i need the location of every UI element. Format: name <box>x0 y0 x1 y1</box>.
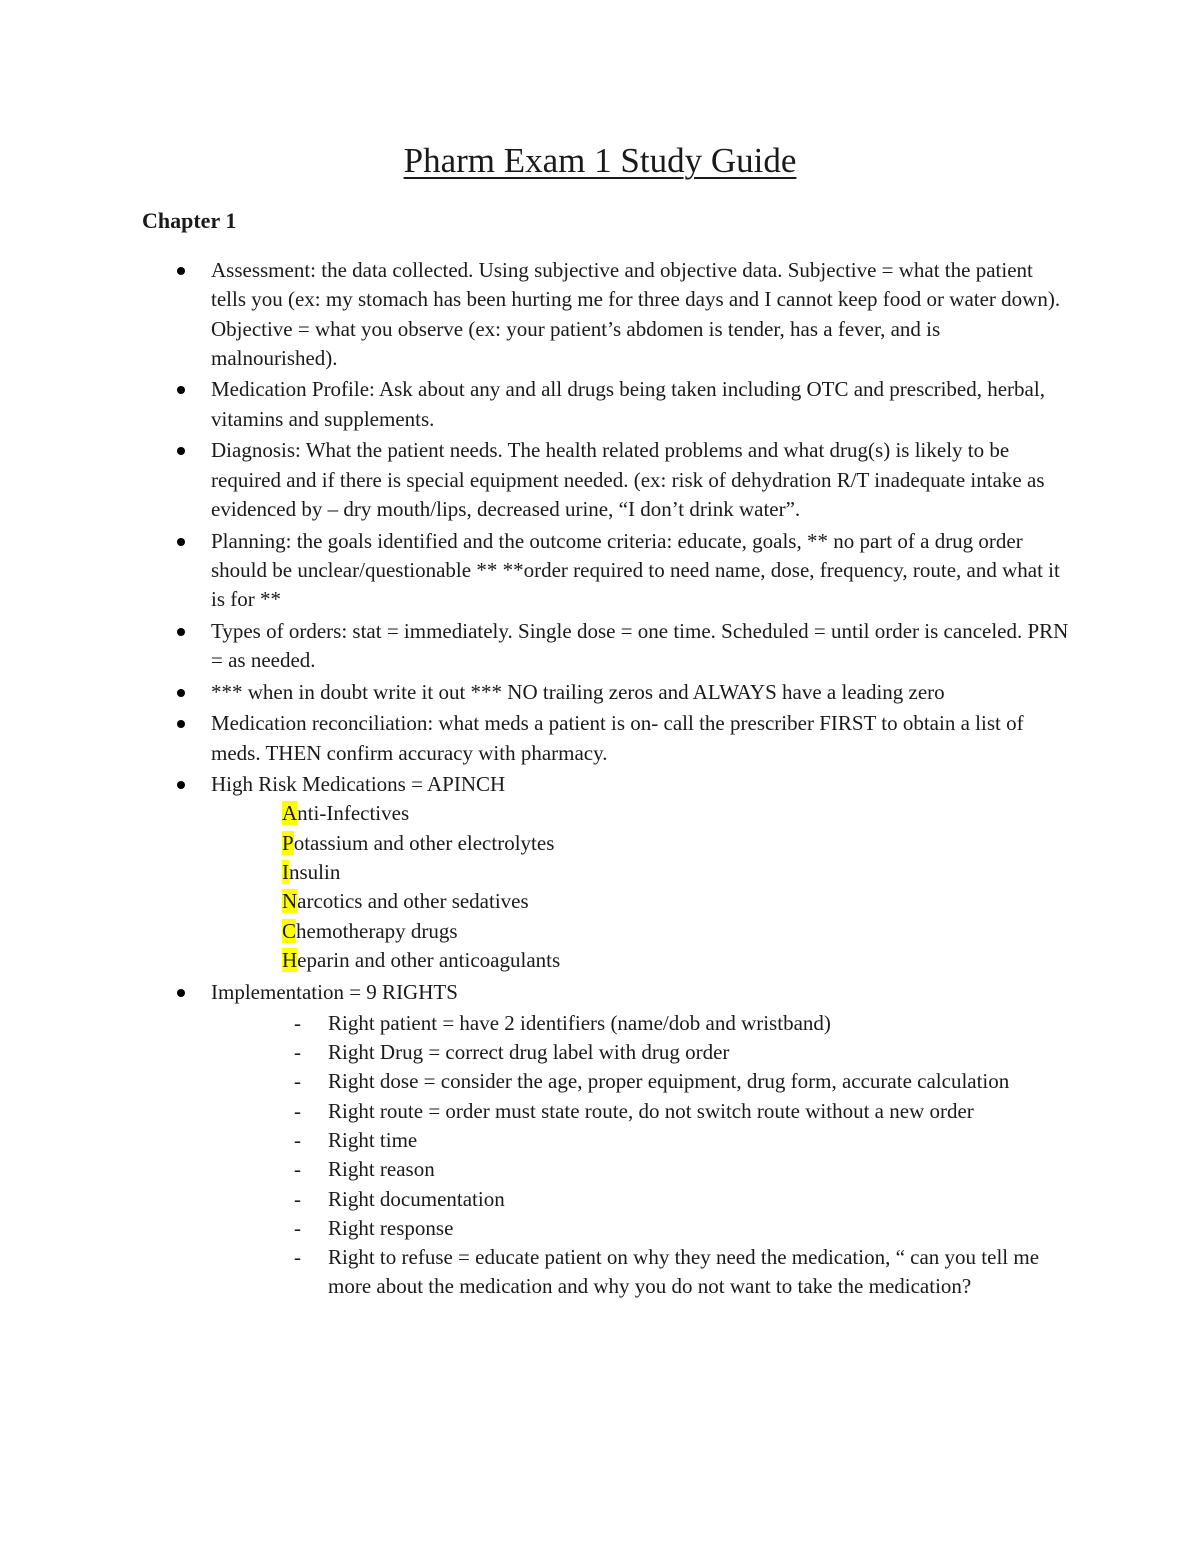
dash-marker: - <box>294 1010 301 1035</box>
dash-marker: - <box>294 1157 301 1182</box>
right-item <box>294 1097 1071 1126</box>
right-text: Right Drug = correct drug label with drug order <box>328 1040 730 1065</box>
dash-marker: - <box>294 1069 301 1094</box>
right-text: Right dose = consider the age, proper equipment, drug form, accurate calculation <box>328 1069 1010 1094</box>
acronym-letter: H <box>282 947 298 972</box>
apinch-item <box>282 799 1071 828</box>
apinch-item <box>282 946 1071 975</box>
dash-marker: - <box>294 1040 301 1065</box>
nine-rights-list <box>294 1009 1071 1302</box>
right-item <box>294 1155 1071 1184</box>
right-text: Right patient = have 2 identifiers (name/dob and wristband) <box>328 1010 831 1035</box>
right-item <box>294 1214 1071 1243</box>
right-text: Right documentation <box>328 1186 505 1211</box>
bullet-implementation <box>211 978 1071 1302</box>
dash-marker: - <box>294 1186 301 1211</box>
acronym-rest: otassium and other electrolytes <box>293 830 555 855</box>
right-item <box>294 1185 1071 1214</box>
right-item <box>294 1067 1071 1096</box>
acronym-letter: I <box>282 860 289 885</box>
bullet-diagnosis: Diagnosis: What the patient needs. The health related problems and what drug(s) is likely to be required and if there is special equipment needed. (ex: risk of dehydration R/T inadequate intake as evidenced by – dry mouth/lips, decreased urine, “I don’t drink water”. <box>211 436 1071 524</box>
bullet-assessment: Assessment: the data collected. Using subjective and objective data. Subjective = what the patient tells you (ex: my stomach has been hurting me for three days and I cannot keep food or water down). Objective = what you observe (ex: your patient’s abdomen is tender, has a fever, and is malnourished). <box>211 256 1071 373</box>
bullet-medication-profile: Medication Profile: Ask about any and all drugs being taken including OTC and prescribed, herbal, vitamins and supplements. <box>211 375 1071 434</box>
apinch-item <box>282 858 1071 887</box>
chapter-heading: Chapter 1 <box>142 208 237 233</box>
right-text: Right route = order must state route, do not switch route without a new order <box>328 1098 974 1123</box>
acronym-letter: A <box>282 801 298 826</box>
study-guide-content <box>211 256 1071 1304</box>
bullet-med-reconciliation: Medication reconciliation: what meds a patient is on- call the prescriber FIRST to obtain a list of meds. THEN confirm accuracy with pharmacy. <box>211 709 1071 768</box>
right-text: Right to refuse = educate patient on why they need the medication, “ can you tell me more about the medication and why you do not want to take the medication? <box>328 1245 1040 1299</box>
dash-marker: - <box>294 1245 301 1270</box>
acronym-letter: N <box>282 889 298 914</box>
acronym-letter: P <box>282 830 294 855</box>
dash-marker: - <box>294 1215 301 1240</box>
apinch-item <box>282 887 1071 916</box>
apinch-item <box>282 917 1071 946</box>
bullet-planning: Planning: the goals identified and the outcome criteria: educate, goals, ** no part of a drug order should be unclear/questionable ** **order required to need name, dose, frequency, route, and what it is for ** <box>211 527 1071 615</box>
acronym-rest: eparin and other anticoagulants <box>297 947 561 972</box>
bullet-high-risk-medications <box>211 770 1071 975</box>
apinch-list <box>211 799 1071 975</box>
acronym-rest: nti-Infectives <box>297 801 410 826</box>
dash-marker: - <box>294 1127 301 1152</box>
right-text: Right response <box>328 1215 454 1240</box>
right-item <box>294 1038 1071 1067</box>
right-item <box>294 1243 1071 1302</box>
acronym-letter: C <box>282 918 297 943</box>
right-text: Right reason <box>328 1157 435 1182</box>
dash-marker: - <box>294 1098 301 1123</box>
high-risk-heading: High Risk Medications = APINCH <box>211 772 506 797</box>
acronym-rest: arcotics and other sedatives <box>297 889 529 914</box>
apinch-item <box>282 829 1071 858</box>
right-item <box>294 1009 1071 1038</box>
right-text: Right time <box>328 1127 418 1152</box>
bullet-types-of-orders: Types of orders: stat = immediately. Single dose = one time. Scheduled = until order is canceled. PRN = as needed. <box>211 617 1071 676</box>
bullet-write-it-out: *** when in doubt write it out *** NO trailing zeros and ALWAYS have a leading zero <box>211 678 1071 707</box>
acronym-rest: nsulin <box>289 860 341 885</box>
page-title: Pharm Exam 1 Study Guide <box>403 141 797 180</box>
acronym-rest: hemotherapy drugs <box>296 918 458 943</box>
implementation-heading: Implementation = 9 RIGHTS <box>211 979 458 1004</box>
right-item <box>294 1126 1071 1155</box>
